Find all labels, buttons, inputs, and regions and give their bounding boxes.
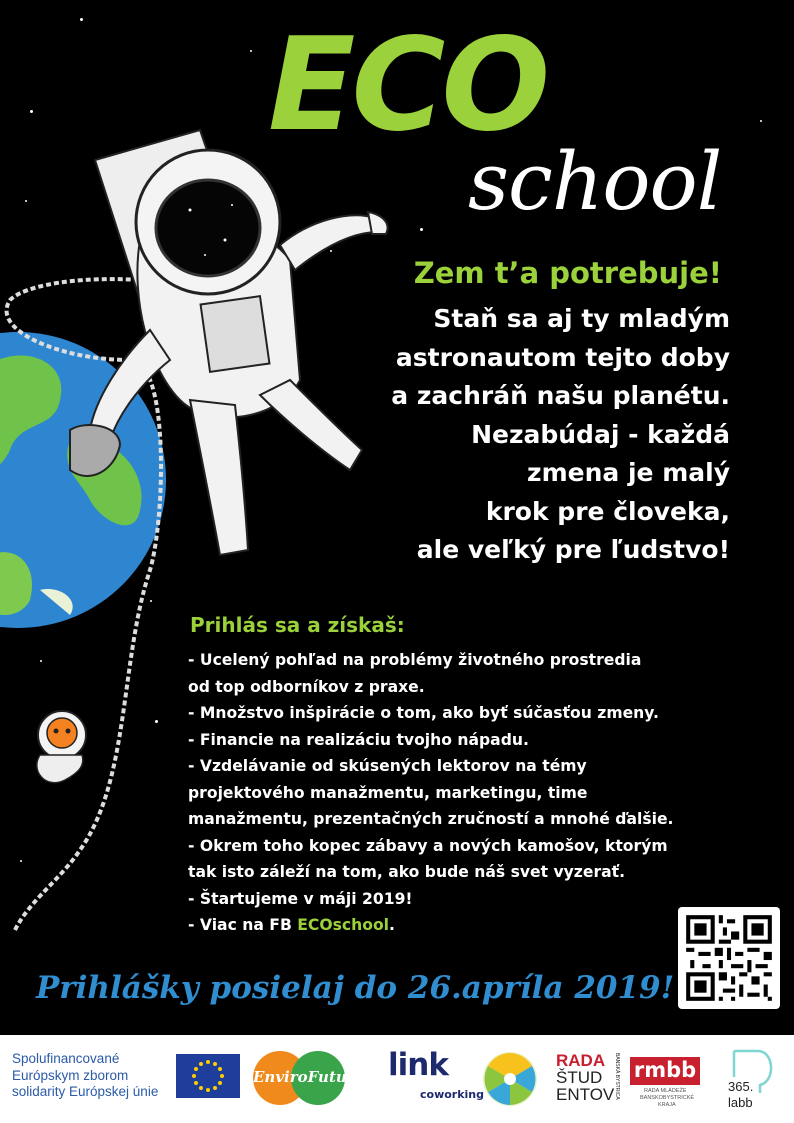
rada-vertical-text: BANSKÁ BYSTRICA <box>614 1053 620 1100</box>
fb-prefix: - Viac na FB <box>188 916 298 934</box>
qr-code-icon <box>678 907 780 1009</box>
benefit-line: - Okrem toho kopec zábavy a nových kamošov, ktorým <box>188 836 668 855</box>
benefit-line: - Financie na realizáciu tvojho nápadu. <box>188 730 529 749</box>
helmet-visor <box>156 180 260 276</box>
benefits-title: Prihlás sa a získaš: <box>190 613 405 637</box>
fb-page-link[interactable]: ECOschool <box>297 916 390 934</box>
intro-line: krok pre človeka, <box>485 496 730 526</box>
envirofuture-logo <box>250 1049 378 1107</box>
intro-line: Nezabúdaj - každá <box>471 419 730 449</box>
link-coworking-label: coworking <box>420 1088 485 1101</box>
eu-text-line: Spolufinancované <box>12 1051 120 1066</box>
benefit-line: od top odborníkov z praxe. <box>188 677 425 696</box>
rada-line: RADA <box>556 1051 606 1070</box>
cat-astronaut-icon <box>37 711 86 783</box>
tagline: Zem t’a potrebuje! <box>413 256 722 290</box>
qr-code[interactable] <box>678 907 780 1009</box>
labb-365-logo <box>724 1047 780 1117</box>
rmbb-logo <box>630 1057 706 1117</box>
benefit-line: projektového manažmentu, marketingu, time <box>188 783 588 802</box>
rmbb-sub-line: KRAJA <box>658 1102 676 1108</box>
deadline-text: Prihlášky posielaj do 26.apríla 2019! <box>36 970 675 1006</box>
envirofuture-label: EnviroFuture <box>253 1068 365 1086</box>
benefit-line: - Ucelený pohľad na problémy životného prostredia <box>188 651 642 669</box>
labb-line: labb <box>728 1095 753 1110</box>
intro-text <box>391 300 730 570</box>
eco-title: ECO <box>268 11 547 160</box>
benefit-line: manažmentu, prezentačných zručností a mnohé ďalšie. <box>188 810 674 828</box>
school-title: school <box>468 135 722 228</box>
eu-text-line: solidarity Európskej únie <box>12 1084 159 1099</box>
benefit-line-fb <box>188 912 673 939</box>
flower-logo <box>482 1051 538 1107</box>
rmbb-label: rmbb <box>630 1057 700 1085</box>
eu-flag-logo <box>176 1054 240 1098</box>
benefits-list <box>188 647 673 939</box>
benefit-line: - Vzdelávanie od skúsených lektorov na témy <box>188 757 587 775</box>
rmbb-sub-line: RADA MLÁDEŽE <box>644 1088 687 1094</box>
rmbb-sub-line: BANSKOBYSTRICKÉ <box>640 1095 695 1101</box>
intro-line: a zachráň našu planétu. <box>391 381 730 410</box>
rada-studentov-logo <box>556 1051 620 1113</box>
intro-line: zmena je malý <box>527 458 730 487</box>
link-logo: link <box>388 1047 448 1083</box>
labb-line: 365. <box>728 1079 754 1094</box>
intro-line: astronautom tejto doby <box>395 342 730 372</box>
benefit-line: - Množstvo inšpirácie o tom, ako byť súčasťou zmeny. <box>188 704 659 722</box>
eu-text-line: Európskym zborom <box>12 1067 129 1083</box>
rada-line: ŠTUD <box>556 1068 603 1087</box>
fb-suffix: . <box>389 916 395 934</box>
benefit-line: - Štartujeme v máji 2019! <box>188 889 413 908</box>
sponsor-footer <box>0 1035 794 1123</box>
eu-cofunding-text <box>12 1051 158 1101</box>
intro-line: Staň sa aj ty mladým <box>433 304 730 333</box>
rada-line: ENTOV <box>556 1085 615 1104</box>
intro-line: ale veľký pre ľudstvo! <box>416 535 730 564</box>
benefit-line: tak isto záleží na tom, ako bude náš svet vyzerať. <box>188 863 626 881</box>
